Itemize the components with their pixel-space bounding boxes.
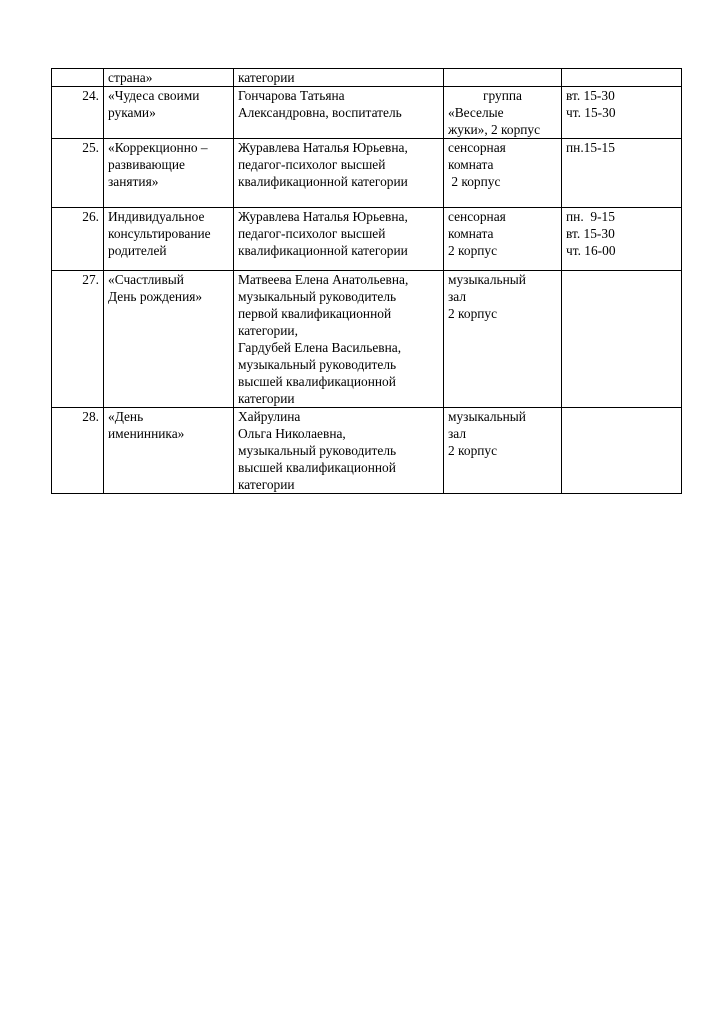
place-line: зал: [448, 426, 467, 441]
activity-name-cell: [104, 408, 234, 494]
table-row: [52, 271, 682, 408]
row-number: 24.: [52, 87, 104, 139]
table-row: [52, 139, 682, 208]
activity-name-line: занятия»: [108, 174, 159, 189]
leader-line: Ольга Николаевна,: [238, 426, 346, 441]
place-cell: [444, 139, 562, 208]
activity-name-cell: [104, 139, 234, 208]
time-line: вт. 15-30: [566, 226, 615, 241]
leader-line: педагог-психолог высшей: [238, 157, 386, 172]
place-line: 2 корпус: [448, 174, 501, 189]
leader-line: категории: [238, 391, 295, 406]
activity-name-line: «Коррекционно –: [108, 140, 208, 155]
row-number: 25.: [52, 139, 104, 208]
leader-cell: [234, 408, 444, 494]
leader-cell: [234, 271, 444, 408]
place-cell: [444, 408, 562, 494]
time-cell: [562, 87, 682, 139]
leader-line: Хайрулина: [238, 409, 301, 424]
place-cell: [444, 208, 562, 271]
time-line: вт. 15-30: [566, 88, 615, 103]
activity-name-cell: [104, 69, 234, 87]
leader-cell: [234, 139, 444, 208]
leader-line: категории,: [238, 323, 298, 338]
table-row: [52, 408, 682, 494]
schedule-body: [52, 69, 682, 494]
time-line: чт. 15-30: [566, 105, 616, 120]
time-cell: [562, 408, 682, 494]
row-number: 27.: [52, 271, 104, 408]
leader-line: Александровна, воспитатель: [238, 105, 402, 120]
place-line: сенсорная: [448, 209, 506, 224]
leader-line: педагог-психолог высшей: [238, 226, 386, 241]
table-row: [52, 87, 682, 139]
activity-name-cell: [104, 208, 234, 271]
table-row: [52, 69, 682, 87]
activity-name-line: руками»: [108, 105, 156, 120]
place-line: 2 корпус: [448, 306, 498, 321]
row-number: 26.: [52, 208, 104, 271]
leader-cell: [234, 69, 444, 87]
leader-line: музыкальный руководитель: [238, 443, 397, 458]
time-cell: [562, 271, 682, 408]
place-line: 2 корпус: [448, 443, 498, 458]
activity-name-line: «День: [108, 409, 144, 424]
row-number: [52, 69, 104, 87]
place-line: зал: [448, 289, 467, 304]
activity-name-line: «Счастливый: [108, 272, 184, 287]
table-row: [52, 208, 682, 271]
leader-line: Журавлева Наталья Юрьевна,: [238, 209, 408, 224]
activity-name-line: страна»: [108, 70, 153, 85]
place-line: музыкальный: [448, 272, 526, 287]
activity-name-line: именинника»: [108, 426, 185, 441]
time-cell: [562, 139, 682, 208]
leader-line: музыкальный руководитель: [238, 289, 397, 304]
leader-line: квалификационной категории: [238, 174, 408, 189]
leader-line: Гардубей Елена Васильевна,: [238, 340, 402, 355]
activity-name-cell: [104, 271, 234, 408]
row-number: 28.: [52, 408, 104, 494]
place-line: «Веселые: [448, 105, 504, 120]
leader-line: Матвеева Елена Анатольевна,: [238, 272, 409, 287]
place-line: 2 корпус: [448, 243, 498, 258]
leader-line: Гончарова Татьяна: [238, 88, 345, 103]
activity-name-line: развивающие: [108, 157, 185, 172]
leader-line: категории: [238, 477, 295, 492]
time-line: пн.15-15: [566, 140, 615, 155]
place-line: группа: [483, 88, 522, 103]
activity-name-line: День рождения»: [108, 289, 203, 304]
leader-line: высшей квалификационной: [238, 460, 396, 475]
activity-name-line: «Чудеса своими: [108, 88, 200, 103]
activity-name-line: Индивидуальное: [108, 209, 205, 224]
place-cell: [444, 69, 562, 87]
time-cell: [562, 69, 682, 87]
place-cell: [444, 271, 562, 408]
time-line: пн. 9-15: [566, 209, 615, 224]
schedule-table: [51, 68, 682, 494]
place-cell: [444, 87, 562, 139]
place-line: комната: [448, 157, 494, 172]
leader-line: Журавлева Наталья Юрьевна,: [238, 140, 408, 155]
leader-cell: [234, 208, 444, 271]
place-line: музыкальный: [448, 409, 526, 424]
place-line: сенсорная: [448, 140, 506, 155]
leader-cell: [234, 87, 444, 139]
leader-line: категории: [238, 70, 295, 85]
time-cell: [562, 208, 682, 271]
activity-name-line: консультирование: [108, 226, 211, 241]
time-line: чт. 16-00: [566, 243, 616, 258]
activity-name-line: родителей: [108, 243, 167, 258]
leader-line: квалификационной категории: [238, 243, 408, 258]
leader-line: высшей квалификационной: [238, 374, 396, 389]
activity-name-cell: [104, 87, 234, 139]
leader-line: первой квалификационной: [238, 306, 392, 321]
place-line: комната: [448, 226, 494, 241]
leader-line: музыкальный руководитель: [238, 357, 397, 372]
place-line: жуки», 2 корпус: [448, 122, 541, 137]
